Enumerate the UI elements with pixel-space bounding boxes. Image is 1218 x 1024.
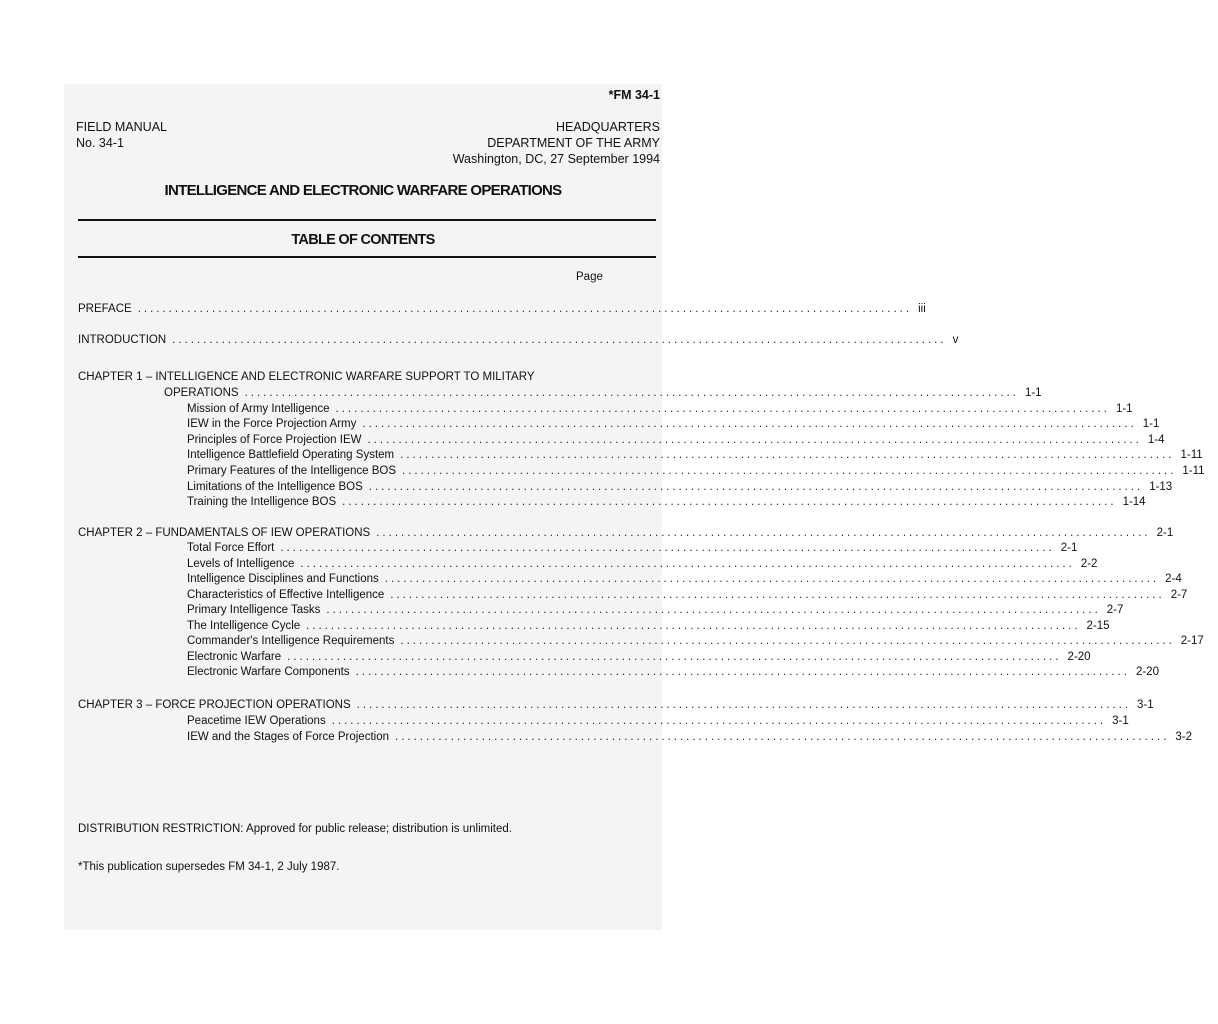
document-page	[64, 84, 1205, 930]
chapter-1-heading[interactable]: CHAPTER 1 – INTELLIGENCE AND ELECTRONIC WARFARE SUPPORT TO MILITARY	[78, 371, 535, 383]
toc-entry-label: Primary Features of the Intelligence BOS	[187, 465, 397, 477]
dot-leader: .............................................................................................................................	[306, 620, 1081, 632]
toc-entry[interactable]	[187, 634, 1204, 649]
dot-leader: .............................................................................................................................	[172, 334, 947, 346]
dot-leader: .............................................................................................................................	[355, 666, 1130, 678]
toc-entry-label: Intelligence Disciplines and Functions	[187, 573, 379, 585]
toc-entry-label: Electronic Warfare	[187, 651, 282, 663]
dot-leader: .............................................................................................................................	[287, 651, 1062, 663]
toc-entry-page: 1-1	[1115, 403, 1133, 415]
toc-entry[interactable]	[187, 464, 1205, 479]
toc-entry-page: iii	[918, 303, 926, 315]
toc-entry[interactable]	[187, 665, 1159, 680]
toc-entry-page: 1-14	[1122, 496, 1146, 508]
toc-entry[interactable]	[187, 603, 1124, 618]
toc-entry-page: v	[952, 334, 959, 346]
toc-entry[interactable]	[187, 650, 1091, 665]
toc-entry-chapter-3[interactable]	[78, 698, 1154, 713]
toc-entry-label: INTRODUCTION	[78, 334, 167, 346]
field-manual-label: FIELD MANUAL	[76, 120, 167, 134]
toc-entry[interactable]	[187, 572, 1182, 587]
dot-leader: .............................................................................................................................	[331, 715, 1107, 727]
toc-entry[interactable]	[187, 480, 1173, 495]
dot-leader: .............................................................................................................................	[244, 387, 1019, 399]
publication-date: Washington, DC, 27 September 1994	[452, 152, 660, 166]
toc-entry-label: OPERATIONS	[164, 387, 239, 399]
toc-entry-page: 2-15	[1086, 620, 1110, 632]
toc-entry-chapter-1[interactable]	[164, 386, 1042, 401]
toc-entry-page: 1-11	[1180, 449, 1203, 461]
toc-entry[interactable]	[187, 714, 1129, 729]
toc-entry-label: The Intelligence Cycle	[187, 620, 301, 632]
toc-entry-page: 2-7	[1106, 604, 1124, 616]
dot-leader: .............................................................................................................................	[300, 558, 1075, 570]
supersedes-note: *This publication supersedes FM 34-1, 2 July 1987.	[78, 861, 340, 873]
toc-entry-page: 2-17	[1180, 635, 1204, 647]
toc-entry-label: Commander's Intelligence Requirements	[187, 635, 395, 647]
toc-entry-label: Principles of Force Projection IEW	[187, 434, 362, 446]
toc-entry[interactable]	[187, 588, 1188, 603]
toc-entry-page: 2-1	[1060, 542, 1078, 554]
toc-entry-page: 3-1	[1137, 699, 1154, 711]
toc-entry-label: PREFACE	[78, 303, 132, 315]
fm-identifier: *FM 34-1	[608, 88, 660, 102]
toc-entry-label: IEW and the Stages of Force Projection	[187, 731, 389, 743]
toc-entry[interactable]	[187, 402, 1133, 417]
dot-leader: .............................................................................................................................	[402, 465, 1177, 477]
toc-entry-page: 1-11	[1182, 465, 1205, 477]
toc-entry[interactable]	[187, 433, 1165, 448]
toc-entry-page: 3-2	[1175, 731, 1193, 743]
toc-entry[interactable]	[187, 448, 1203, 463]
toc-entry-page: 2-7	[1170, 589, 1188, 601]
title-rule-top	[78, 219, 656, 221]
toc-entry-page: 1-13	[1149, 481, 1173, 493]
toc-entry-chapter-2[interactable]	[78, 526, 1174, 541]
toc-entry-page: 1-1	[1142, 418, 1160, 430]
dot-leader: .............................................................................................................................	[356, 699, 1132, 711]
toc-entry-label: Intelligence Battlefield Operating System	[187, 449, 395, 461]
page-column-label: Page	[576, 271, 603, 283]
dot-leader: .............................................................................................................................	[280, 542, 1055, 554]
dot-leader: .............................................................................................................................	[368, 481, 1144, 493]
toc-entry-page: 1-1	[1024, 387, 1042, 399]
dot-leader: .............................................................................................................................	[137, 303, 913, 315]
toc-entry-label: Training the Intelligence BOS	[187, 496, 337, 508]
headquarters-label: HEADQUARTERS	[556, 120, 660, 134]
distribution-restriction: DISTRIBUTION RESTRICTION: Approved for public release; distribution is unlimited.	[78, 823, 512, 835]
toc-entry[interactable]	[187, 417, 1160, 432]
dot-leader: .............................................................................................................................	[342, 496, 1117, 508]
toc-entry-label: Limitations of the Intelligence BOS	[187, 481, 363, 493]
toc-entry[interactable]	[187, 495, 1146, 510]
manual-number: No. 34-1	[76, 136, 124, 150]
dot-leader: .............................................................................................................................	[400, 635, 1175, 647]
toc-entry-page: 2-2	[1080, 558, 1098, 570]
dot-leader: .............................................................................................................................	[384, 573, 1160, 585]
dot-leader: .............................................................................................................................	[400, 449, 1175, 461]
toc-entry-page: 2-20	[1135, 666, 1159, 678]
toc-entry-label: Total Force Effort	[187, 542, 275, 554]
toc-entry-label: Electronic Warfare Components	[187, 666, 350, 678]
toc-heading: TABLE OF CONTENTS	[291, 232, 435, 248]
document-title: INTELLIGENCE AND ELECTRONIC WARFARE OPERATIONS	[164, 182, 562, 199]
toc-entry-page: 3-1	[1112, 715, 1129, 727]
toc-entry-label: Primary Intelligence Tasks	[187, 604, 321, 616]
toc-entry-page: 1-4	[1147, 434, 1165, 446]
dot-leader: .............................................................................................................................	[390, 589, 1165, 601]
toc-entry-label: IEW in the Force Projection Army	[187, 418, 357, 430]
toc-entry[interactable]	[187, 619, 1110, 634]
toc-entry-preface[interactable]	[78, 302, 926, 317]
toc-entry[interactable]	[187, 557, 1098, 572]
toc-entry-label: Levels of Intelligence	[187, 558, 295, 570]
toc-entry[interactable]	[187, 730, 1193, 745]
toc-entry-page: 2-4	[1165, 573, 1182, 585]
dot-leader: .............................................................................................................................	[367, 434, 1142, 446]
dot-leader: .............................................................................................................................	[376, 527, 1151, 539]
toc-entry-label: Peacetime IEW Operations	[187, 715, 326, 727]
dot-leader: .............................................................................................................................	[395, 731, 1170, 743]
toc-entry[interactable]	[187, 541, 1078, 556]
toc-entry-page: 2-1	[1156, 527, 1174, 539]
dot-leader: .............................................................................................................................	[326, 604, 1101, 616]
dot-leader: .............................................................................................................................	[362, 418, 1137, 430]
toc-entry-label: Mission of Army Intelligence	[187, 403, 330, 415]
toc-entry-page: 2-20	[1067, 651, 1091, 663]
toc-entry-introduction[interactable]	[78, 333, 959, 348]
department-label: DEPARTMENT OF THE ARMY	[487, 136, 660, 150]
dot-leader: .............................................................................................................................	[335, 403, 1110, 415]
title-rule-bottom	[78, 256, 656, 258]
toc-entry-label: CHAPTER 3 – FORCE PROJECTION OPERATIONS	[78, 699, 351, 711]
toc-entry-label: CHAPTER 2 – FUNDAMENTALS OF IEW OPERATIONS	[78, 527, 371, 539]
toc-entry-label: Characteristics of Effective Intelligence	[187, 589, 385, 601]
